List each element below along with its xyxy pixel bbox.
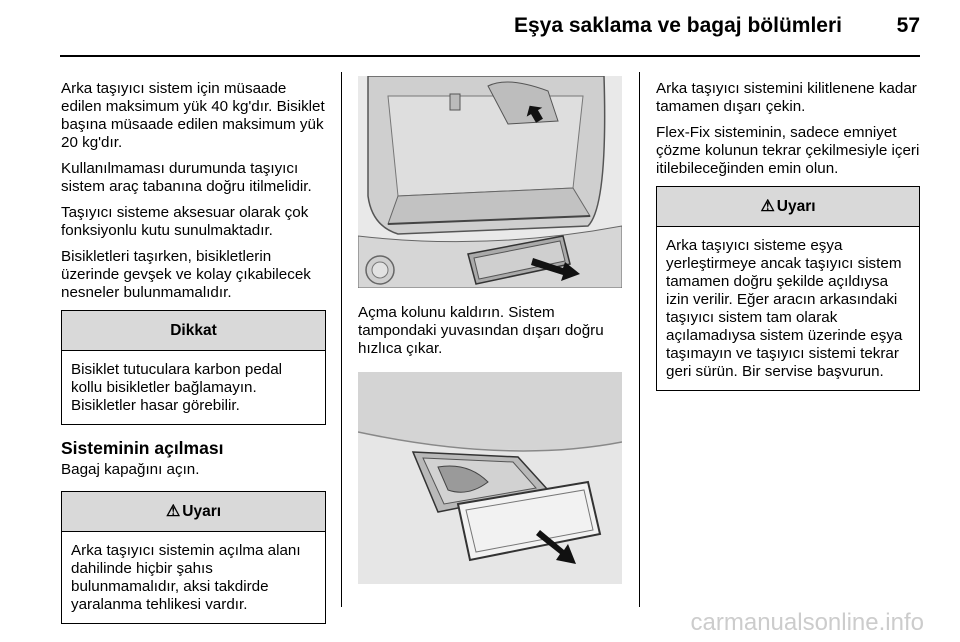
column-divider <box>639 72 640 607</box>
warning-header <box>62 492 325 532</box>
section-heading: Sisteminin açılması <box>61 438 224 458</box>
warning-text: Arka taşıyıcı sisteme eşya yerleştirmeye ancak taşıyıcı sistem tamamen doğru şekilde açıldıysa izin verilir. Eğer aracın arkasındaki taşıyıcı sistem tam olarak açılamadıysa sistem üzerinde eşya taşımayın ve taşıyıcı sistemi tekrar geri sürün. Bir servise başvurun. <box>666 237 903 380</box>
warning-header <box>657 187 919 227</box>
paragraph: Bagaj kapağını açın. <box>61 461 200 478</box>
warning-title: Uyarı <box>776 197 816 215</box>
paragraph: Arka taşıyıcı sistemini kilitlenene kadar tamamen dışarı çekin. <box>656 80 917 115</box>
paragraph: Bisikletleri taşırken, bisikletlerin üzerinde gevşek ve kolay çıkabilecek nesneler bulunmamalıdır. <box>61 248 311 301</box>
warning-text: Arka taşıyıcı sistemin açılma alanı dahilinde hiçbir şahıs bulunmamalıdır, aksi takdirde yaralanma tehlikesi vardır. <box>71 542 301 613</box>
warning-box <box>656 186 920 391</box>
paragraph: Taşıyıcı sisteme aksesuar olarak çok fonksiyonlu kutu sunulmaktadır. <box>61 204 309 239</box>
caution-title: Dikkat <box>62 311 325 351</box>
left-column <box>61 80 326 636</box>
column-divider <box>341 72 342 607</box>
trunk-illustration <box>358 76 622 288</box>
warning-triangle-icon: ⚠ <box>165 502 181 520</box>
caution-box <box>61 310 326 425</box>
carrier-illustration <box>358 372 622 584</box>
middle-column <box>358 80 622 584</box>
caution-text: Bisiklet tutuculara karbon pedal kollu bisikletler bağlamayın. Bisikletler hasar görebilir. <box>71 361 283 414</box>
right-column <box>656 80 920 403</box>
warning-title: Uyarı <box>182 502 222 520</box>
paragraph: Kullanılmaması durumunda taşıyıcı sistem araç tabanına doğru itilmelidir. <box>61 160 312 195</box>
figure-caption: Açma kolunu kaldırın. Sistem tampondaki yuvasından dışarı doğru hızlıca çıkar. <box>358 304 604 357</box>
paragraph: Flex-Fix sisteminin, sadece emniyet çözme kolunun tekrar çekilmesiyle içeri itilebileceğinden emin olun. <box>656 124 920 177</box>
warning-triangle-icon: ⚠ <box>760 197 775 215</box>
paragraph: Arka taşıyıcı sistem için müsaade edilen maksimum yük 40 kg'dır. Bisiklet başına müsaade edilen maksimum yük 20 kg'dır. <box>61 80 325 151</box>
warning-box <box>61 491 326 624</box>
watermark: carmanualsonline.info <box>690 609 924 636</box>
header-divider <box>60 55 920 57</box>
page-header-title: Eşya saklama ve bagaj bölümleri <box>513 14 842 37</box>
page-number: 57 <box>896 14 920 37</box>
